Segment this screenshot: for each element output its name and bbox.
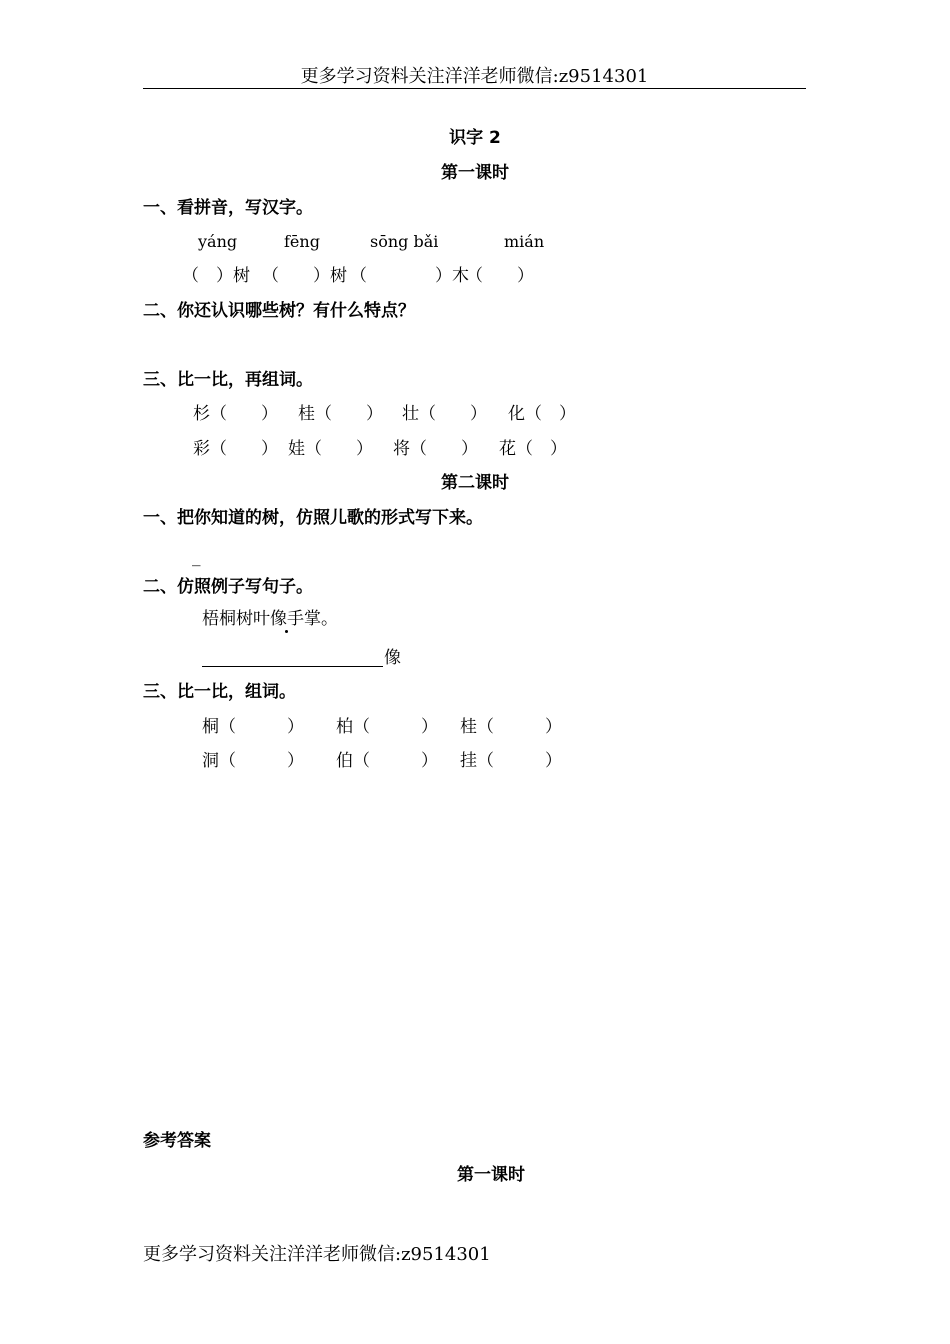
compare-item: 化（ ） — [508, 404, 576, 424]
q1-blank-mian: （ ） — [466, 266, 534, 286]
compare-item: 杉（ ） — [193, 404, 278, 424]
writing-mark: _ — [192, 547, 201, 567]
lesson1-heading: 第一课时 — [441, 163, 509, 183]
pinyin-song-bai: sōng bǎi — [370, 232, 439, 251]
compare-item: 洞（ ） — [202, 751, 304, 771]
pinyin-yang: yáng — [198, 232, 238, 251]
page-footer: 更多学习资料关注洋洋老师微信:z9514301 — [143, 1244, 491, 1265]
compare-item: 伯（ ） — [336, 751, 438, 771]
compare-item: 娃（ ） — [288, 439, 373, 459]
lesson2-q1-title: 一、把你知道的树，仿照儿歌的形式写下来。 — [143, 508, 483, 528]
q1-blank-feng: （ ）树 — [262, 266, 347, 286]
sentence-answer-blank — [202, 666, 383, 667]
lesson1-q3-title: 三、比一比，再组词。 — [143, 370, 313, 390]
document-title: 识字 2 — [449, 128, 501, 148]
compare-item: 桐（ ） — [202, 717, 304, 737]
answers-title: 参考答案 — [143, 1131, 211, 1151]
lesson2-q3-title: 三、比一比，组词。 — [143, 682, 296, 702]
q1-blank-songbai: （ ）木 — [350, 266, 469, 286]
compare-item: 壮（ ） — [402, 404, 487, 424]
compare-item: 桂（ ） — [460, 717, 562, 737]
header-rule — [143, 88, 806, 89]
answers-lesson1-heading: 第一课时 — [457, 1165, 525, 1185]
lesson2-q2-title: 二、仿照例子写句子。 — [143, 577, 313, 597]
page-header: 更多学习资料关注洋洋老师微信:z9514301 — [300, 66, 649, 87]
compare-item: 花（ ） — [499, 439, 567, 459]
compare-item: 彩（ ） — [193, 439, 278, 459]
lesson1-q2-title: 二、你还认识哪些树？有什么特点？ — [143, 301, 415, 321]
q1-blank-yang: （ ）树 — [182, 266, 250, 286]
emphasis-dot — [285, 630, 288, 633]
pinyin-mian: mián — [504, 232, 545, 251]
lesson1-q1-title: 一、看拼音，写汉字。 — [143, 198, 313, 218]
pinyin-feng: fēng — [284, 232, 320, 251]
compare-item: 桂（ ） — [298, 404, 383, 424]
compare-item: 柏（ ） — [336, 717, 438, 737]
compare-item: 将（ ） — [393, 439, 478, 459]
sentence-suffix: 像 — [384, 648, 401, 668]
lesson2-heading: 第二课时 — [441, 473, 509, 493]
compare-item: 挂（ ） — [460, 751, 562, 771]
example-sentence: 梧桐树叶像手掌。 — [202, 609, 338, 629]
